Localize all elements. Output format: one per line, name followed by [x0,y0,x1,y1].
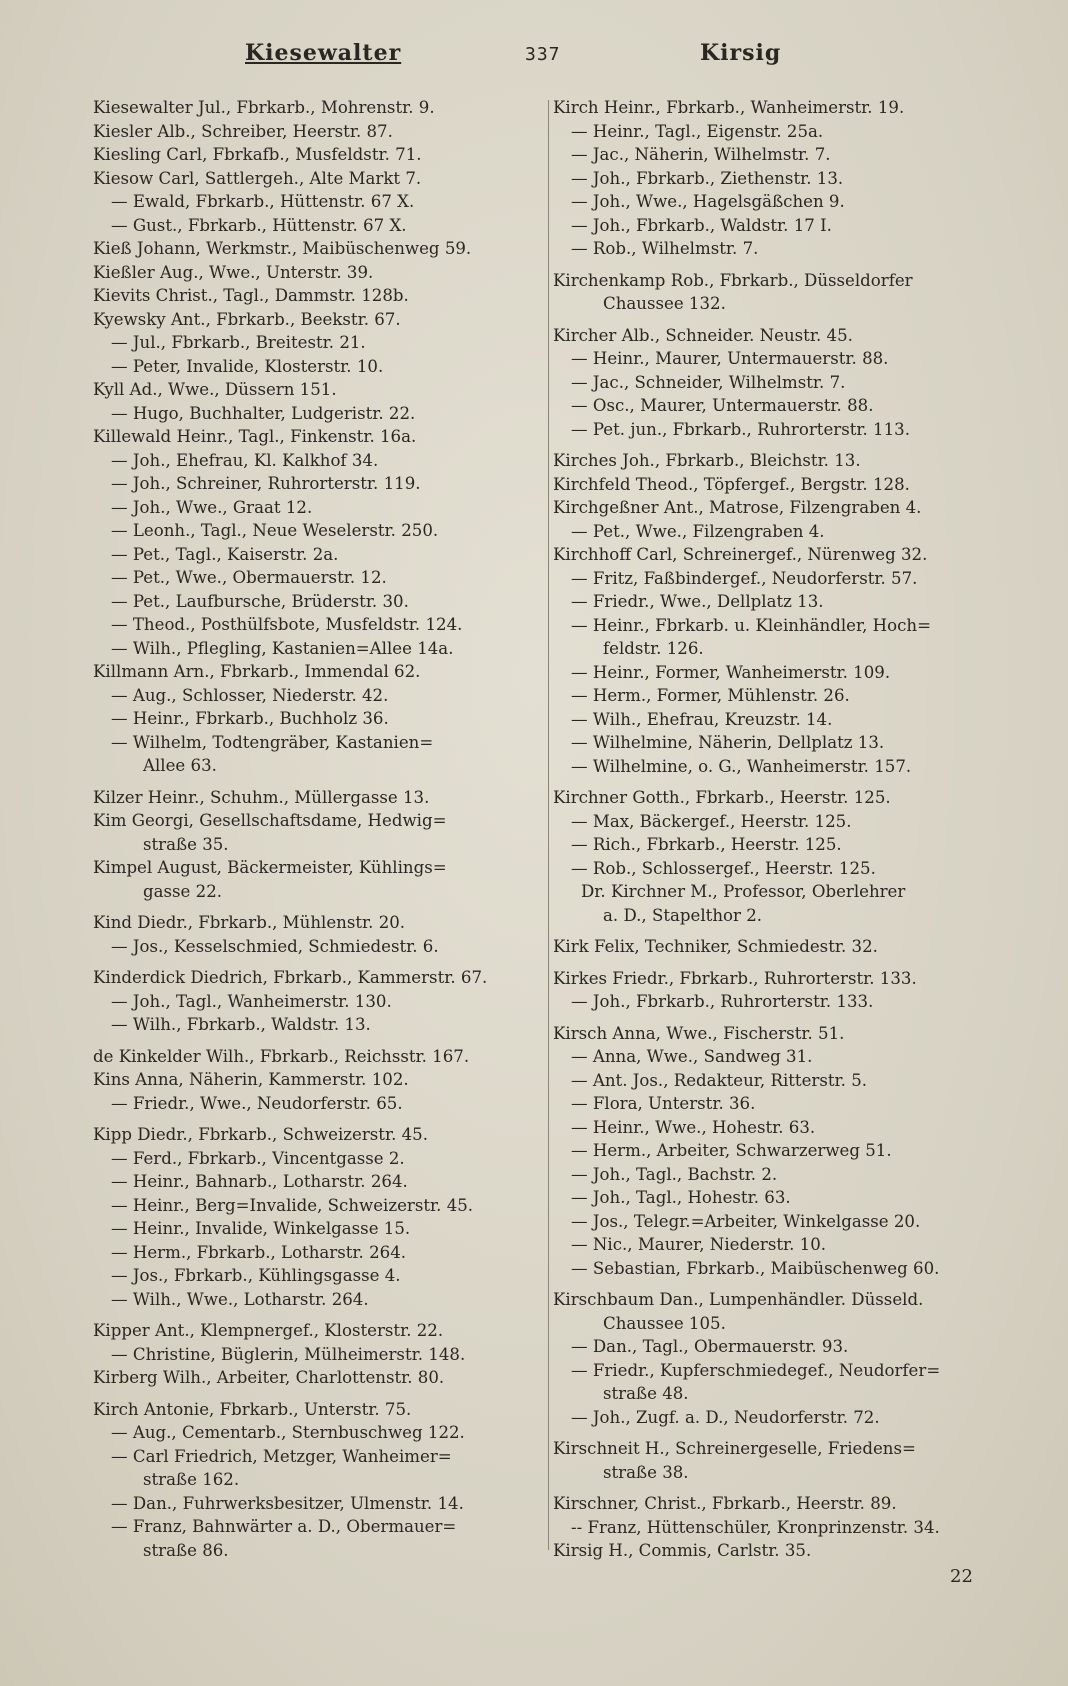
page-number: 337 [525,44,561,65]
directory-entry: Kirch Antonie, Fbrkarb., Unterstr. 75. [93,1399,412,1419]
directory-entry: Kirch Heinr., Fbrkarb., Wanheimerstr. 19. [553,98,905,117]
column-divider [548,100,549,1550]
directory-entry: Chaussee 132. [603,294,726,313]
directory-entry: Kirchfeld Theod., Töpfergef., Bergstr. 128. [553,474,910,494]
directory-entry: a. D., Stapelthor 2. [603,905,763,925]
directory-entry: Kiesling Carl, Fbrkafb., Musfeldstr. 71. [93,145,422,164]
directory-entry: feldstr. 126. [603,639,704,658]
directory-entry: — Joh., Fbrkarb., Waldstr. 17 I. [571,215,832,235]
directory-entry: — Herm., Former, Mühlenstr. 26. [571,686,850,705]
directory-entry: — Ferd., Fbrkarb., Vincentgasse 2. [111,1148,405,1168]
directory-entry: — Dan., Tagl., Obermauerstr. 93. [571,1337,849,1356]
directory-entry: Kirches Joh., Fbrkarb., Bleichstr. 13. [553,451,861,470]
directory-entry: Allee 63. [143,756,217,775]
directory-entry: — Jos., Kesselschmied, Schmiedestr. 6. [111,936,439,956]
directory-entry: Kimpel August, Bäckermeister, Kühlings= [93,858,447,877]
directory-entry: Kirchenkamp Rob., Fbrkarb., Düsseldorfer [553,270,913,290]
sheet-signature: 22 [950,1566,973,1587]
directory-entry: Kinderdick Diedrich, Fbrkarb., Kammerstr. 67. [93,968,488,987]
directory-entry: — Heinr., Invalide, Winkelgasse 15. [111,1219,411,1238]
directory-entry: Dr. Kirchner M., Professor, Oberlehrer [581,882,906,901]
directory-entry: — Friedr., Kupferschmiedegef., Neudorfer= [571,1360,941,1380]
directory-entry: — Fritz, Faßbindergef., Neudorferstr. 57. [571,568,918,588]
directory-entry: — Joh., Wwe., Hagelsgäßchen 9. [571,192,845,211]
directory-entry: — Rob., Schlossergef., Heerstr. 125. [571,858,876,878]
directory-entry: Kilzer Heinr., Schuhm., Müllergasse 13. [93,787,430,807]
directory-entry: — Theod., Posthülfsbote, Musfeldstr. 124. [111,615,463,634]
directory-entry: Chaussee 105. [603,1313,726,1333]
directory-entry: — Heinr., Former, Wanheimerstr. 109. [571,662,891,682]
directory-entry: Kipp Diedr., Fbrkarb., Schweizerstr. 45. [93,1125,429,1144]
directory-entry: Kießler Aug., Wwe., Unterstr. 39. [93,262,374,282]
directory-entry: — Heinr., Berg=Invalide, Schweizerstr. 45. [111,1195,474,1215]
directory-entry: — Joh., Fbrkarb., Ziethenstr. 13. [571,168,844,188]
directory-entry: — Joh., Ehefrau, Kl. Kalkhof 34. [111,450,379,470]
directory-entry: Kirkes Friedr., Fbrkarb., Ruhrorterstr. 133. [553,968,917,988]
directory-entry: — Pet., Tagl., Kaiserstr. 2a. [111,544,339,564]
directory-entry: — Wilhelm, Todtengräber, Kastanien= [111,732,434,752]
directory-entry: — Heinr., Wwe., Hohestr. 63. [571,1117,816,1137]
directory-entry: straße 48. [603,1384,689,1403]
directory-entry: straße 86. [143,1540,229,1560]
directory-entry: — Wilhelmine, Näherin, Dellplatz 13. [571,733,885,752]
directory-entry: — Wilh., Ehefrau, Kreuzstr. 14. [571,709,833,729]
directory-entry: Kirschneit H., Schreinergeselle, Friedens= [553,1439,916,1458]
directory-entry: — Osc., Maurer, Untermauerstr. 88. [571,396,874,415]
directory-entry: gasse 22. [143,881,223,901]
directory-entry: Kins Anna, Näherin, Kammerstr. 102. [93,1070,409,1089]
directory-entry: — Franz, Bahnwärter a. D., Obermauer= [111,1517,457,1536]
directory-entry: Kircher Alb., Schneider. Neustr. 45. [553,325,853,345]
directory-entry: — Heinr., Bahnarb., Lotharstr. 264. [111,1172,408,1191]
directory-entry: — Heinr., Fbrkarb., Buchholz 36. [111,709,389,728]
directory-entry: — Joh., Tagl., Hohestr. 63. [571,1188,791,1207]
directory-entry: — Joh., Wwe., Graat 12. [111,497,313,517]
directory-entry: Kievits Christ., Tagl., Dammstr. 128b. [93,286,409,305]
directory-entry: Kirk Felix, Techniker, Schmiedestr. 32. [553,937,878,956]
directory-entry: — Leonh., Tagl., Neue Weselerstr. 250. [111,521,439,540]
directory-entry: — Jac., Schneider, Wilhelmstr. 7. [571,372,846,392]
directory-entry: Kirsig H., Commis, Carlstr. 35. [553,1541,812,1560]
directory-entry: — Aug., Schlosser, Niederstr. 42. [111,685,389,705]
directory-entry: straße 38. [603,1462,689,1482]
directory-entry: Kirschbaum Dan., Lumpenhändler. Düsseld. [553,1290,924,1309]
directory-entry: — Peter, Invalide, Klosterstr. 10. [111,356,384,376]
directory-entry: — Friedr., Wwe., Dellplatz 13. [571,592,824,611]
directory-entry: Kiesewalter Jul., Fbrkarb., Mohrenstr. 9. [93,98,435,117]
directory-entry: — Joh., Fbrkarb., Ruhrorterstr. 133. [571,992,874,1011]
directory-entry: — Herm., Fbrkarb., Lotharstr. 264. [111,1242,407,1262]
directory-entry: — Christine, Büglerin, Mülheimerstr. 148. [111,1344,466,1364]
directory-entry: — Herm., Arbeiter, Schwarzerweg 51. [571,1141,892,1160]
directory-entry: — Rich., Fbrkarb., Heerstr. 125. [571,835,842,854]
directory-entry: — Carl Friedrich, Metzger, Wanheimer= [111,1446,452,1466]
directory-entry: Kyll Ad., Wwe., Düssern 151. [93,380,337,399]
directory-entry: — Wilh., Fbrkarb., Waldstr. 13. [111,1015,371,1034]
directory-entry: Kiesler Alb., Schreiber, Heerstr. 87. [93,121,393,141]
header-right-keyword: Kirsig [700,40,782,66]
directory-entry: Kieß Johann, Werkmstr., Maibüschenweg 59. [93,239,472,258]
directory-entry: — Rob., Wilhelmstr. 7. [571,239,759,258]
directory-entry: — Ant. Jos., Redakteur, Ritterstr. 5. [571,1070,868,1090]
directory-entry: — Dan., Fuhrwerksbesitzer, Ulmenstr. 14. [111,1493,464,1513]
directory-entry: — Joh., Schreiner, Ruhrorterstr. 119. [111,474,421,493]
directory-entry: — Gust., Fbrkarb., Hüttenstr. 67 X. [111,215,407,235]
directory-entry: — Wilh., Pflegling, Kastanien=Allee 14a. [111,638,454,658]
directory-entry: — Nic., Maurer, Niederstr. 10. [571,1235,827,1254]
directory-entry: straße 35. [143,834,229,854]
directory-entry: — Hugo, Buchhalter, Ludgeristr. 22. [111,403,416,423]
directory-entry: — Pet., Laufbursche, Brüderstr. 30. [111,591,409,611]
directory-entry: — Heinr., Tagl., Eigenstr. 25a. [571,121,824,141]
directory-entry: Kipper Ant., Klempnergef., Klosterstr. 22. [93,1321,444,1340]
header-left-keyword: Kiesewalter [245,40,402,66]
directory-entry: straße 162. [143,1470,240,1489]
directory-entry: — Joh., Tagl., Wanheimerstr. 130. [111,991,392,1011]
directory-entry: Kirchgeßner Ant., Matrose, Filzengraben 4. [553,498,922,517]
directory-entry: — Ewald, Fbrkarb., Hüttenstr. 67 X. [111,192,415,211]
left-column [93,96,533,1562]
directory-entry: Kyewsky Ant., Fbrkarb., Beekstr. 67. [93,309,401,329]
directory-entry: Kirchhoff Carl, Schreinergef., Nürenweg 32. [553,545,928,564]
directory-entry: Kirchner Gotth., Fbrkarb., Heerstr. 125. [553,788,891,807]
directory-entry: — Anna, Wwe., Sandweg 31. [571,1047,813,1066]
directory-entry: Kind Diedr., Fbrkarb., Mühlenstr. 20. [93,913,406,932]
directory-entry: — Heinr., Maurer, Untermauerstr. 88. [571,349,889,368]
directory-entry: Kirsch Anna, Wwe., Fischerstr. 51. [553,1023,845,1043]
directory-entry: — Wilh., Wwe., Lotharstr. 264. [111,1289,369,1309]
directory-entry: — Jul., Fbrkarb., Breitestr. 21. [111,333,366,352]
right-column [553,96,991,1563]
directory-entry: Kiesow Carl, Sattlergeh., Alte Markt 7. [93,168,422,188]
directory-entry: — Pet., Wwe., Filzengraben 4. [571,521,825,541]
page-header [90,40,998,80]
directory-entry: — Pet., Wwe., Obermauerstr. 12. [111,568,387,587]
directory-entry: Killmann Arn., Fbrkarb., Immendal 62. [93,662,421,681]
directory-entry: — Heinr., Fbrkarb. u. Kleinhändler, Hoch= [571,615,931,635]
directory-entry: de Kinkelder Wilh., Fbrkarb., Reichsstr. 167. [93,1046,470,1066]
directory-entry: Kim Georgi, Gesellschaftsdame, Hedwig= [93,811,447,830]
directory-entry: Kirberg Wilh., Arbeiter, Charlottenstr. 80. [93,1368,445,1387]
directory-entry: — Aug., Cementarb., Sternbuschweg 122. [111,1423,465,1442]
directory-entry: — Max, Bäckergef., Heerstr. 125. [571,811,852,831]
directory-entry: — Friedr., Wwe., Neudorferstr. 65. [111,1093,403,1113]
directory-entry: — Joh., Tagl., Bachstr. 2. [571,1164,778,1184]
directory-entry: Kirschner, Christ., Fbrkarb., Heerstr. 89. [553,1494,897,1513]
directory-entry: Killewald Heinr., Tagl., Finkenstr. 16a. [93,427,417,446]
directory-entry: — Flora, Unterstr. 36. [571,1094,756,1113]
directory-entry: -- Franz, Hüttenschüler, Kronprinzenstr. 34. [571,1517,940,1537]
directory-entry: — Pet. jun., Fbrkarb., Ruhrorterstr. 113. [571,419,910,439]
directory-entry: — Sebastian, Fbrkarb., Maibüschenweg 60. [571,1258,940,1278]
directory-entry: — Jos., Telegr.=Arbeiter, Winkelgasse 20. [571,1211,921,1231]
directory-entry: — Jos., Fbrkarb., Kühlingsgasse 4. [111,1266,401,1285]
directory-entry: — Wilhelmine, o. G., Wanheimerstr. 157. [571,756,912,776]
directory-entry: — Joh., Zugf. a. D., Neudorferstr. 72. [571,1407,880,1427]
directory-entry: — Jac., Näherin, Wilhelmstr. 7. [571,145,831,164]
